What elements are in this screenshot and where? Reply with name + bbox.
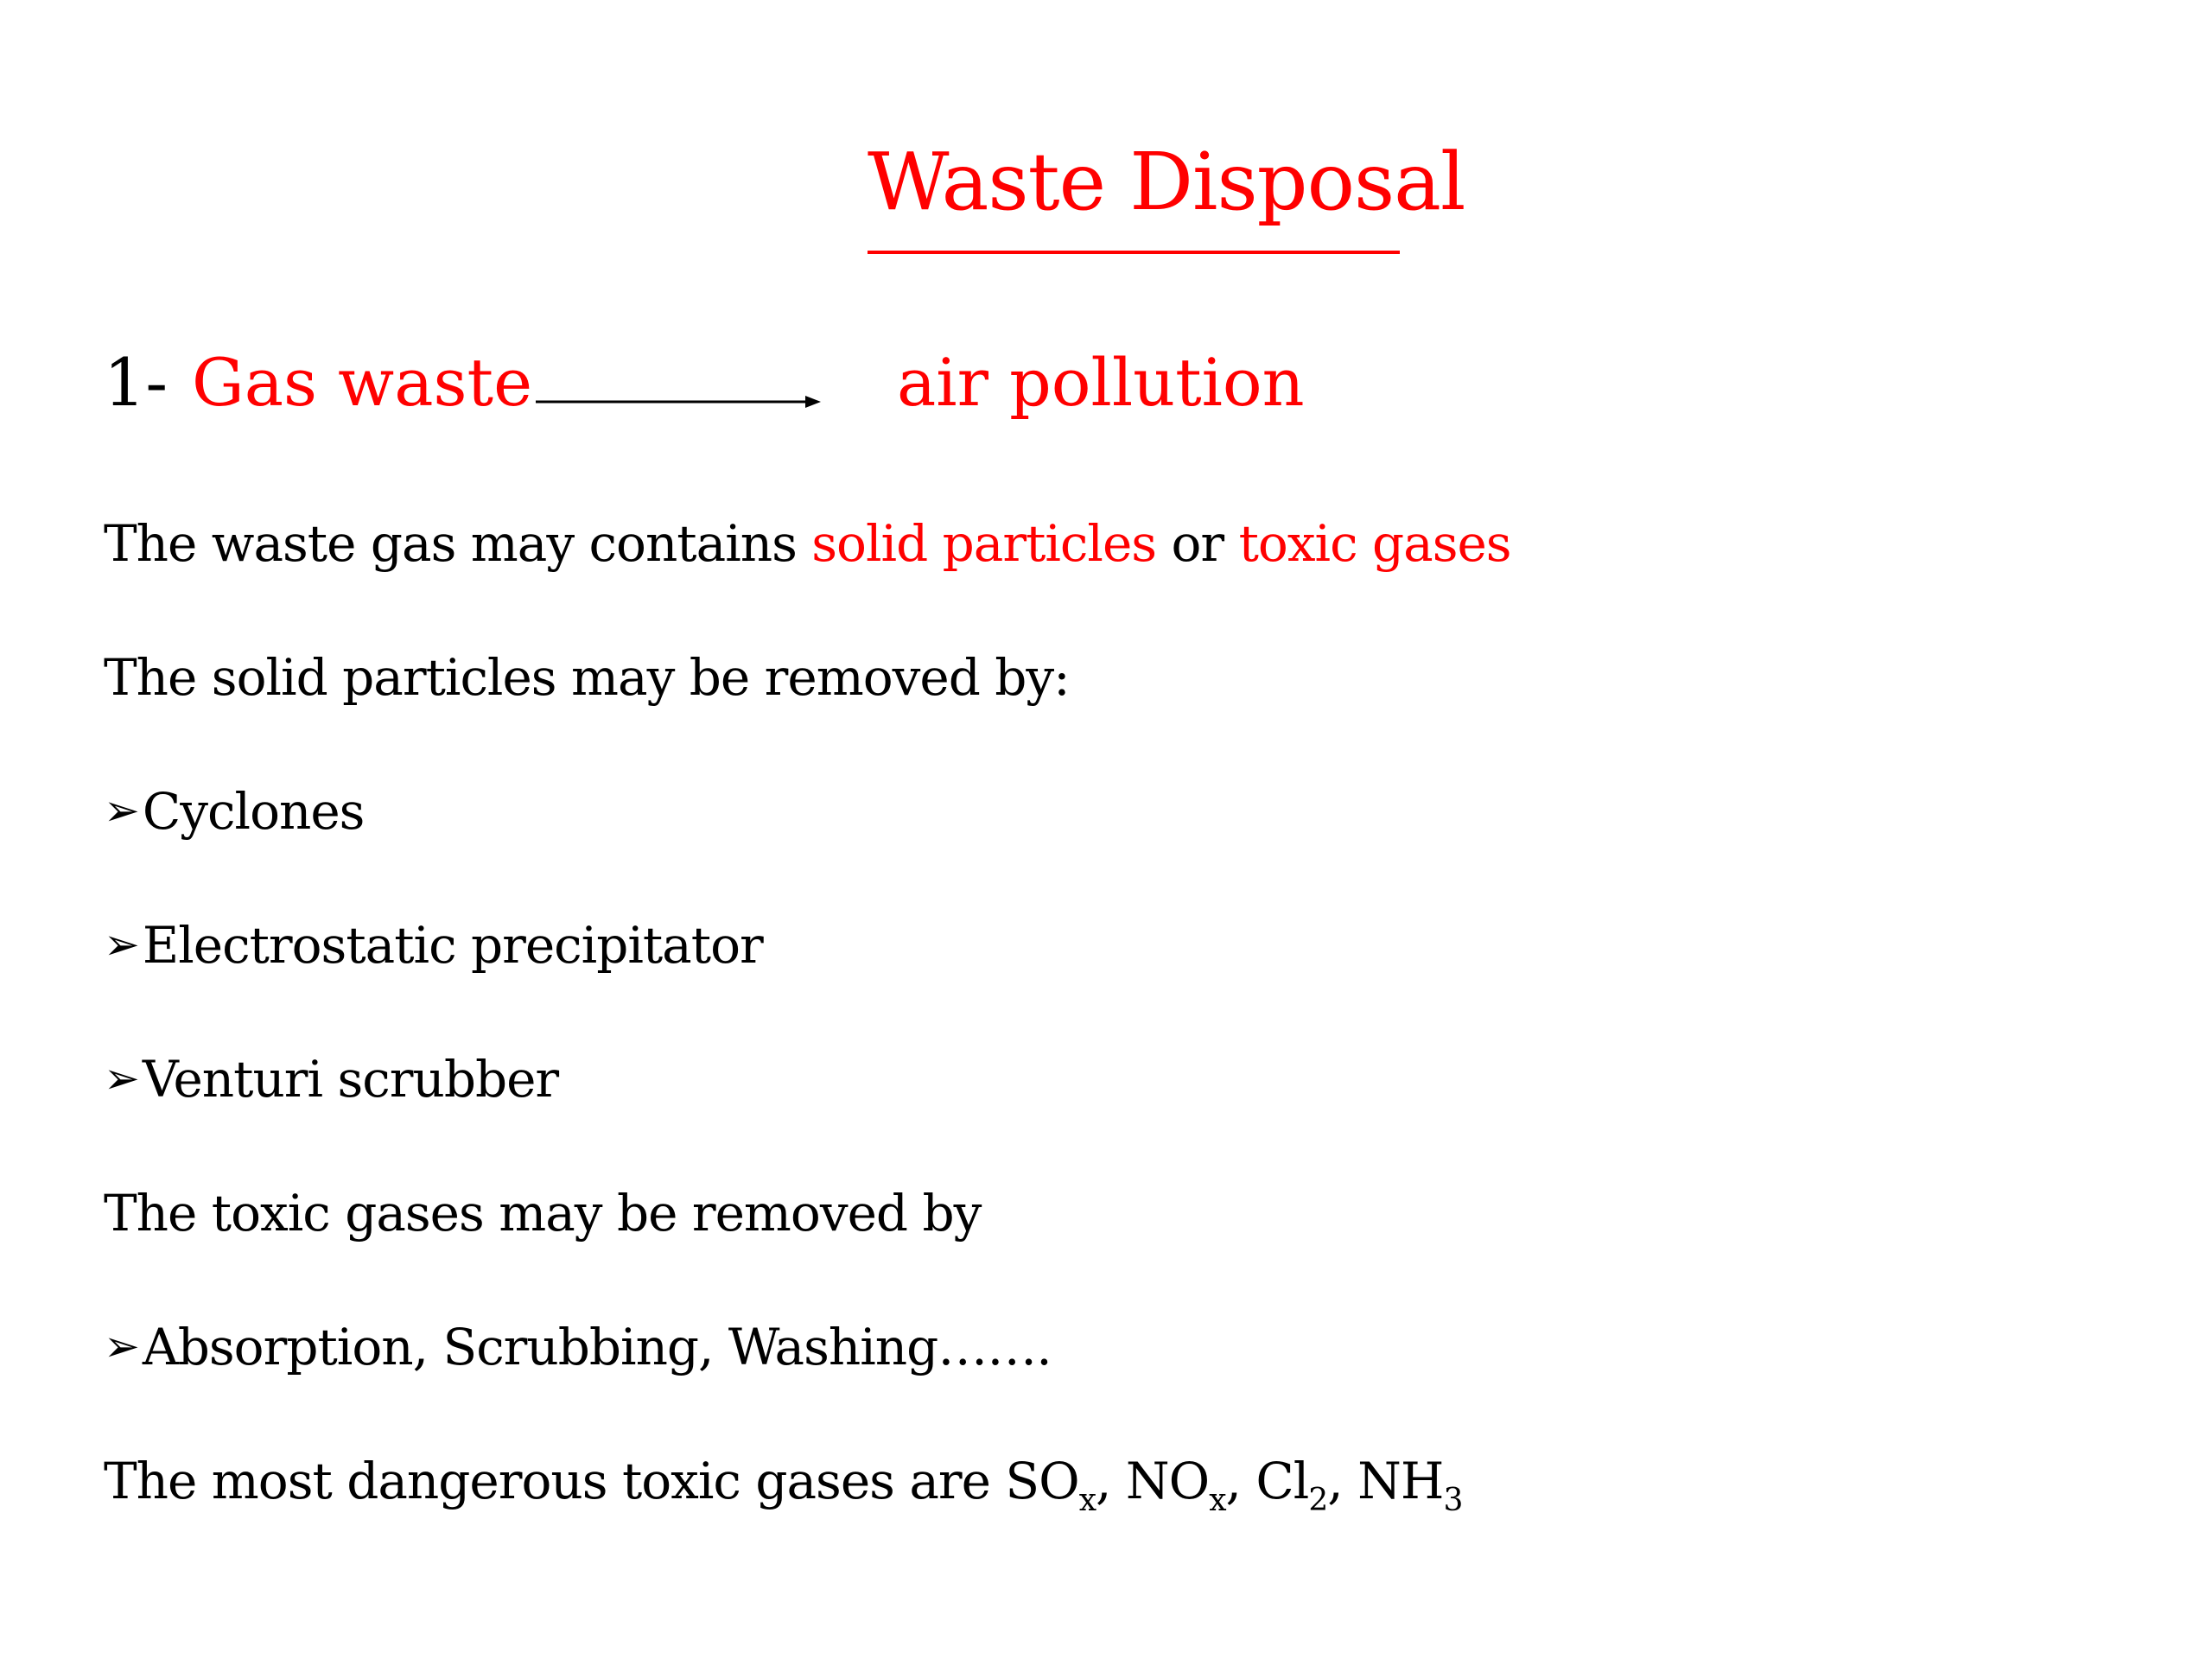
arrowhead-bullet-icon: ➢	[104, 785, 139, 836]
heading-gas-waste: Gas waste	[192, 344, 533, 421]
list-item-label: Absorption, Scrubbing, Washing…….	[142, 1318, 1052, 1376]
gas-formula-base: NH	[1357, 1452, 1444, 1510]
title-underline	[868, 251, 1400, 254]
waste-gas-line	[104, 514, 1511, 573]
gas-nh-3	[1357, 1452, 1463, 1518]
gas-formula-subscript: 3	[1443, 1483, 1463, 1518]
toxic-removal-heading: The toxic gases may be removed by	[104, 1184, 982, 1243]
heading-number: 1-	[104, 344, 168, 421]
solid-particles-highlight: solid particles	[811, 514, 1157, 573]
separator: ,	[1096, 1452, 1126, 1510]
dangerous-gases-line	[104, 1452, 1463, 1518]
list-item-absorption	[104, 1318, 1052, 1376]
slide-title: Waste Disposal	[868, 136, 1465, 228]
list-item-venturi-scrubber	[104, 1050, 559, 1109]
dangerous-gases-prefix: The most dangerous toxic gases are	[104, 1452, 1006, 1510]
toxic-gases-highlight: toxic gases	[1238, 514, 1511, 573]
arrowhead-bullet-icon: ➢	[104, 1321, 139, 1371]
gas-cl-2	[1255, 1452, 1328, 1518]
list-item-cyclones	[104, 782, 365, 841]
gas-no-x	[1125, 1452, 1226, 1518]
waste-gas-text: The waste gas may contains	[104, 514, 812, 573]
list-item-electrostatic-precipitator	[104, 916, 763, 975]
gas-formula-base: NO	[1125, 1452, 1210, 1510]
heading-row	[104, 344, 1400, 436]
gas-formula-base: Cl	[1255, 1452, 1309, 1510]
arrowhead-bullet-icon: ➢	[104, 1053, 139, 1103]
list-item-label: Cyclones	[142, 782, 365, 841]
arrowhead-bullet-icon: ➢	[104, 919, 139, 969]
separator: ,	[1327, 1452, 1358, 1510]
or-text: or	[1156, 514, 1239, 573]
list-item-label: Electrostatic precipitator	[142, 916, 763, 975]
separator: ,	[1225, 1452, 1256, 1510]
gas-formula-subscript: x	[1209, 1483, 1226, 1518]
right-arrow-icon	[536, 393, 821, 410]
gas-formula-subscript: 2	[1308, 1483, 1328, 1518]
solid-removal-heading: The solid particles may be removed by:	[104, 648, 1070, 707]
list-item-label: Venturi scrubber	[142, 1050, 559, 1109]
gas-formula-base: SO	[1005, 1452, 1079, 1510]
gas-formula-subscript: x	[1078, 1483, 1096, 1518]
gas-so-x	[1005, 1452, 1096, 1518]
heading-air-pollution: air pollution	[897, 344, 1305, 421]
